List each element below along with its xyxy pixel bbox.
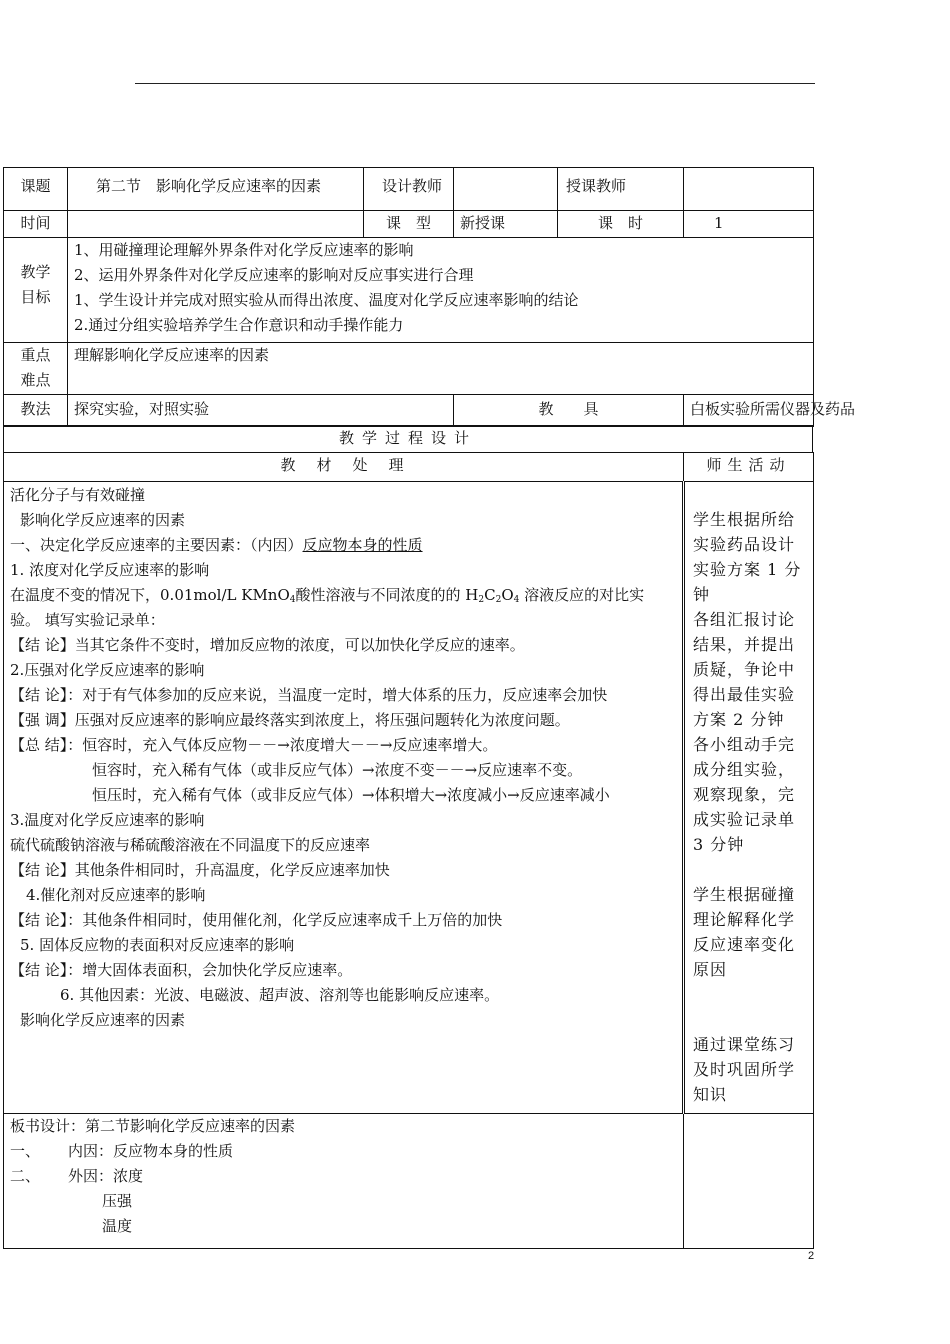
material-line <box>10 583 682 608</box>
time-value <box>68 211 364 238</box>
key-points-value: 理解影响化学反应速率的因素 <box>68 343 814 395</box>
goals-label-2: 目标 <box>20 288 51 306</box>
tools-label: 教 具 <box>454 395 684 427</box>
board-numeral: 一、 <box>10 1142 41 1160</box>
goals-content <box>68 238 814 343</box>
board-activity-empty <box>684 1114 814 1249</box>
material-line: 【结 论】：其他条件相同时，使用催化剂，化学反应速率成千上万倍的加快 <box>10 911 503 929</box>
activity-content <box>684 482 814 1114</box>
activity-item: 通过课堂练习及时巩固所学知识 <box>693 1035 796 1104</box>
goals-label <box>4 238 68 343</box>
goal-line: 2.通过分组实验培养学生合作意识和动手操作能力 <box>74 316 404 334</box>
topic-label: 课题 <box>4 168 68 211</box>
material-line <box>10 533 682 558</box>
material-line: 【结 论】其他条件相同时，升高温度，化学反应速率加快 <box>10 861 390 879</box>
material-text: C <box>484 586 496 604</box>
type-label: 课 型 <box>364 211 454 238</box>
material-line: 【结 论】：增大固体表面积，会加快化学反应速率。 <box>10 961 353 979</box>
activity-item: 各小组动手完成分组实验，观察现象，完成实验记录单 3 分钟 <box>693 735 796 854</box>
material-column-header: 教 材 处 理 <box>4 453 684 482</box>
material-underlined-text: 反应物本身的性质 <box>302 536 423 554</box>
board-numeral: 二、 <box>10 1167 41 1185</box>
page-number: 2 <box>808 1250 815 1262</box>
material-line: 活化分子与有效碰撞 <box>10 486 146 504</box>
material-line: 验。 填写实验记录单： <box>10 611 165 629</box>
board-text: 内因：反应物本身的性质 <box>68 1142 234 1160</box>
activity-item: 学生根据碰撞理论解释化学反应速率变化原因 <box>693 885 796 979</box>
process-table <box>3 452 814 1249</box>
key-points-label-1: 重点 <box>20 346 51 364</box>
board-design <box>4 1114 684 1249</box>
methods-value: 探究实验，对照实验 <box>68 395 454 427</box>
goal-line: 2、运用外界条件对化学反应速率的影响对反应事实进行合理 <box>74 266 474 284</box>
material-line: 5. 固体反应物的表面积对反应速率的影响 <box>20 936 295 954</box>
topic-value: 第二节 影响化学反应速率的因素 <box>68 168 364 211</box>
key-points-label <box>4 343 68 395</box>
material-text: 溶液反应的对比实 <box>519 586 645 604</box>
activity-spacer <box>693 982 809 1032</box>
board-line <box>10 1164 683 1189</box>
goal-line: 1、用碰撞理论理解外界条件对化学反应速率的影响 <box>74 241 414 259</box>
board-text: 外因：浓度 <box>68 1167 144 1185</box>
activity-column-header: 师生活动 <box>684 453 814 482</box>
material-text: O <box>501 586 514 604</box>
type-value: 新授课 <box>454 211 558 238</box>
material-line: 影响化学反应速率的因素 <box>20 1011 186 1029</box>
key-points-label-2: 难点 <box>20 371 51 389</box>
material-text: 一、决定化学反应速率的主要因素：（内因） <box>10 536 303 554</box>
material-line: 影响化学反应速率的因素 <box>20 511 186 529</box>
material-line: 3.温度对化学反应速率的影响 <box>10 811 205 829</box>
material-line: 2.压强对化学反应速率的影响 <box>10 661 205 679</box>
lecturer-value <box>684 168 814 211</box>
lecturer-label: 授课教师 <box>558 168 684 211</box>
designer-label: 设计教师 <box>364 168 454 211</box>
tools-value: 白板实验所需仪器及药品 <box>684 395 814 427</box>
subscript: 2 <box>478 595 485 605</box>
time-label: 时间 <box>4 211 68 238</box>
activity-spacer <box>693 482 809 507</box>
material-line: 硫代硫酸钠溶液与稀硫酸溶液在不同温度下的反应速率 <box>10 836 371 854</box>
activity-item: 学生根据所给实验药品设计实验方案 1 分钟 <box>693 510 802 604</box>
designer-value <box>454 168 558 211</box>
process-title: 教学过程设计 <box>4 426 813 453</box>
material-text: 酸性溶液与不同浓度的的 H <box>295 586 479 604</box>
subscript: 4 <box>513 595 520 605</box>
activity-spacer <box>693 857 809 882</box>
methods-label: 教法 <box>4 395 68 427</box>
board-line: 压强 <box>102 1192 133 1210</box>
material-line: 1. 浓度对化学反应速率的影响 <box>10 561 210 579</box>
header-rule <box>135 83 815 84</box>
hours-label: 课 时 <box>558 211 684 238</box>
goals-label-1: 教学 <box>20 263 51 281</box>
goal-line: 1、学生设计并完成对照实验从而得出浓度、温度对化学反应速率影响的结论 <box>74 291 579 309</box>
lesson-info-table <box>3 167 856 427</box>
material-line: 6. 其他因素：光波、电磁波、超声波、溶剂等也能影响反应速率。 <box>60 986 500 1004</box>
material-line: 恒压时，充入稀有气体（或非反应气体）→体积增大→浓度减小→反应速率减小 <box>92 786 610 804</box>
activity-item: 各组汇报讨论结果，并提出质疑，争论中得出最佳实验方案 2 分钟 <box>693 610 796 729</box>
board-line: 板书设计：第二节影响化学反应速率的因素 <box>10 1117 296 1135</box>
material-line: 【结 论】：对于有气体参加的反应来说，当温度一定时，增大体系的压力，反应速率会加快 <box>10 686 608 704</box>
hours-value: 1 <box>684 211 814 238</box>
material-line: 【结 论】当其它条件不变时，增加反应物的浓度，可以加快化学反应的速率。 <box>10 636 525 654</box>
material-text: 在温度不变的情况下，0.01mol/L KMnO <box>10 586 290 604</box>
material-line: 【强 调】压强对反应速率的影响应最终落实到浓度上，将压强问题转化为浓度问题。 <box>10 711 570 729</box>
material-line: 【总 结】：恒容时，充入气体反应物－－→浓度增大－－→反应速率增大。 <box>10 736 498 754</box>
material-line: 恒容时，充入稀有气体（或非反应气体）→浓度不变－－→反应速率不变。 <box>92 761 583 779</box>
board-line: 温度 <box>102 1217 133 1235</box>
material-line: 4.催化剂对反应速率的影响 <box>26 886 206 904</box>
subscript: 4 <box>289 595 296 605</box>
subscript: 2 <box>495 595 502 605</box>
process-title-table <box>3 425 813 453</box>
board-line <box>10 1139 683 1164</box>
material-content <box>4 482 684 1114</box>
